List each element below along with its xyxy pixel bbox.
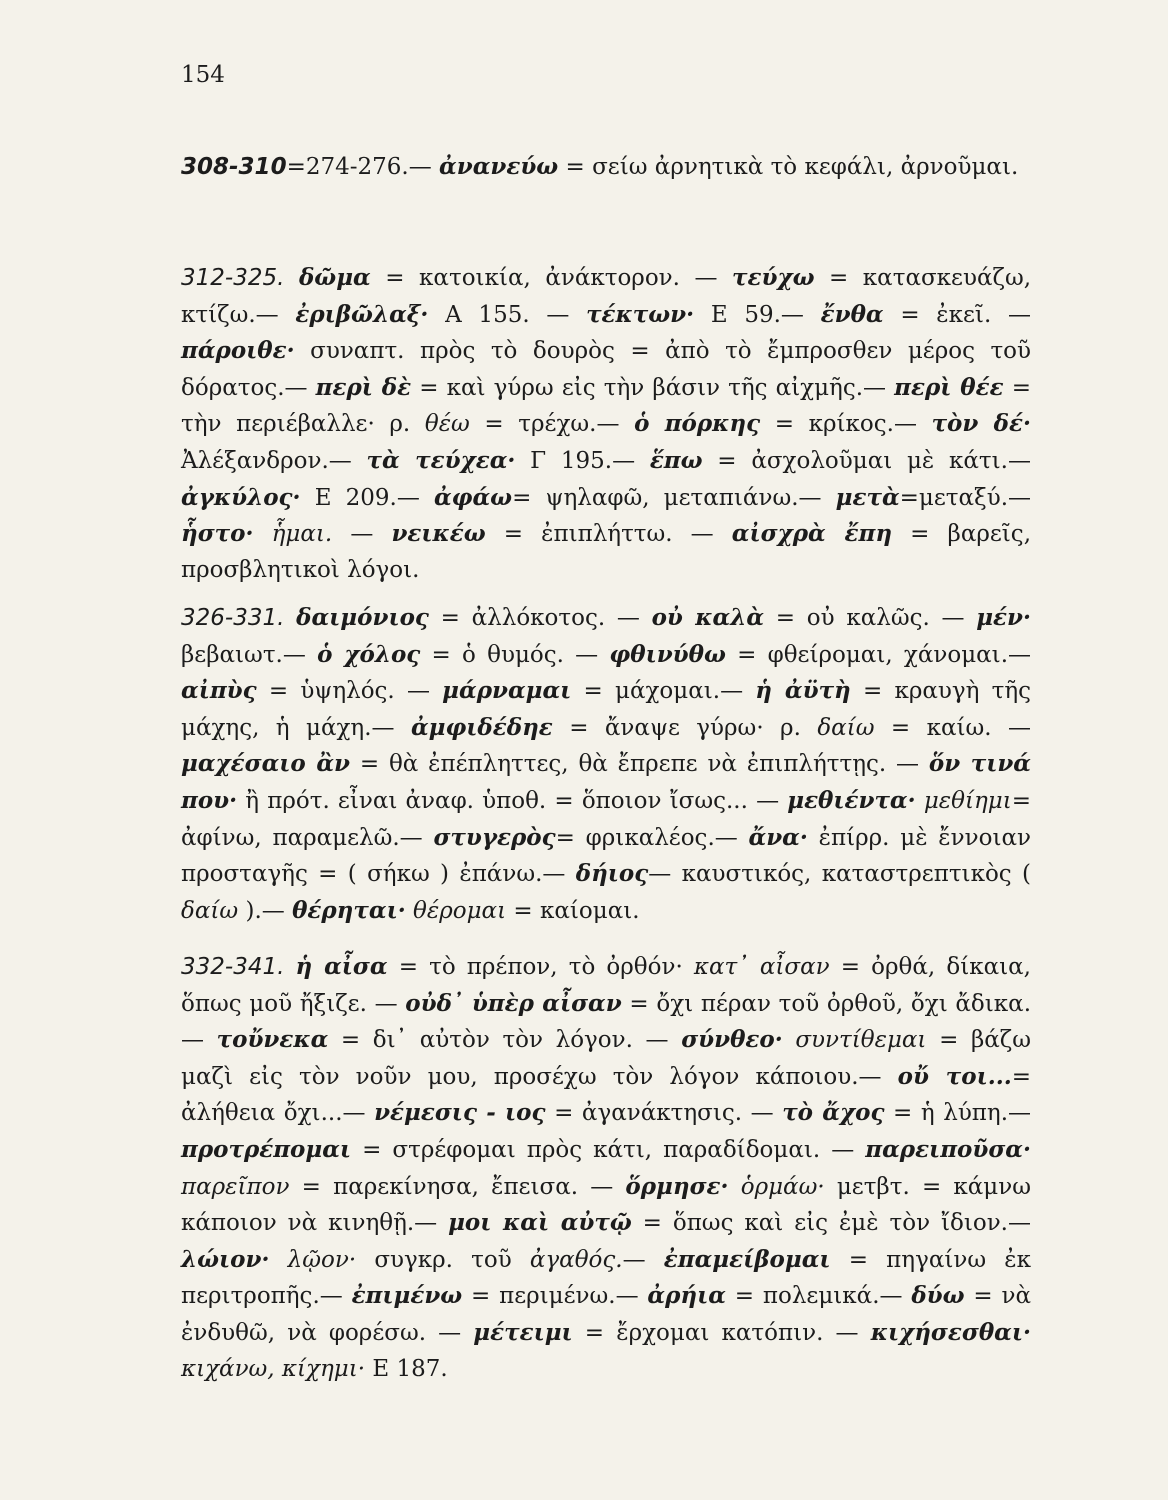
headword: τὸ ἄχος — [782, 1099, 885, 1127]
headword: ἀρήια — [647, 1282, 726, 1310]
italic-term: συντίθεμαι — [795, 1027, 927, 1054]
gloss-text: =274-276.— — [286, 154, 440, 180]
gloss-text: = φθείρομαι, χάνομαι.— — [725, 641, 1031, 668]
headword: ἐπαμείβομαι — [663, 1245, 831, 1273]
headword: τέκτων· — [586, 300, 695, 328]
gloss-text: = καὶ γύρω εἰς τὴν βάσιν τῆς αἰχμῆς.— — [411, 374, 895, 401]
headword: ἀμφιδέδηε — [410, 713, 553, 741]
headword: αἰσχρὰ ἔπη — [731, 520, 893, 548]
headword: ὅρμησε· — [625, 1172, 729, 1200]
gloss-text: = καίω. — — [874, 714, 1031, 741]
headword: μάρναμαι — [442, 677, 572, 705]
gloss-text — [254, 521, 272, 547]
gloss-text: = κατοικία, ἀνάκτορον. — — [370, 265, 733, 291]
gloss-text: = ἀλλόκοτος. — — [428, 605, 652, 631]
gloss-text: = τρέχω.— — [469, 411, 635, 438]
headword: σύνθεο· — [681, 1026, 783, 1054]
line-reference: 332-341. — [181, 954, 285, 980]
headword: κιχήσεσθαι· — [870, 1318, 1031, 1346]
gloss-text: συγκρ. τοῦ — [356, 1246, 530, 1273]
glossary-paragraph — [181, 949, 1031, 1387]
glossary-paragraph — [181, 260, 1031, 588]
headword: τὸν δέ· — [931, 410, 1031, 438]
gloss-text — [284, 954, 295, 980]
gloss-text: Ε 59.— — [694, 301, 821, 328]
gloss-text: = ἐκεῖ. — — [883, 301, 1031, 328]
gloss-text: = νὰ ἐνδυθῶ, νὰ φορέσω. — — [181, 1283, 1031, 1346]
headword: στυγερὸς — [433, 823, 556, 851]
gloss-text: ἢ πρότ. εἶναι ἀναφ. ὑποθ. = ὅποιον ἴσως... — — [237, 787, 788, 814]
line-reference: 312-325. — [181, 265, 285, 291]
gloss-text: = θὰ ἐπέπληττες, θὰ ἔπρεπε νὰ ἐπιπλήττῃς. — — [349, 751, 929, 778]
headword: ἀνανεύω — [439, 153, 559, 180]
headword: ἀγκύλος· — [181, 483, 301, 511]
gloss-text — [269, 1247, 287, 1273]
gloss-text: βεβαιωτ.— — [181, 641, 318, 668]
headword: λώιον· — [181, 1245, 270, 1273]
headword: θέρηται· — [292, 896, 406, 924]
headword: οὐ καλὰ — [651, 604, 765, 631]
headword: ὁ χόλος — [317, 640, 421, 668]
italic-term: δαίω — [181, 897, 239, 924]
italic-term: λῷον· — [287, 1246, 357, 1273]
gloss-text: = περιμένω.— — [462, 1283, 648, 1310]
headword: μεθιέντα· — [787, 786, 916, 814]
headword: νεικέω — [391, 520, 486, 548]
gloss-text: = καίομαι. — [506, 897, 640, 924]
gloss-text: — — [332, 521, 392, 548]
headword: παρειποῦσα· — [865, 1135, 1031, 1163]
gloss-text: = ὁ θυμός. — — [420, 641, 610, 668]
gloss-text: = ἀγανάκτησις. — — [545, 1100, 783, 1127]
italic-term: ἧμαι. — [271, 521, 333, 548]
headword: πάροιθε· — [181, 337, 295, 365]
italic-term: θέρομαι — [413, 897, 507, 924]
headword: ὅν τινά που· — [181, 750, 1031, 814]
headword: μοι καὶ αὐτῷ — [448, 1209, 632, 1237]
gloss-text: = κρίκος.— — [760, 411, 932, 438]
gloss-text: = τὸ πρέπον, τὸ ὀρθόν· — [387, 954, 694, 980]
gloss-text: = ἔρχομαι κατόπιν. — — [572, 1319, 871, 1346]
headword: νέμεσις - ιος — [374, 1099, 546, 1127]
headword: οὐδ᾽ ὑπὲρ αἶσαν — [405, 989, 622, 1017]
gloss-text: ἐπίρρ. μὲ ἔννοιαν προσταγῆς = ( σήκω ) ἐπάνω.— — [181, 824, 1031, 888]
headword: ἐριβῶλαξ· — [295, 300, 429, 328]
gloss-text: = ἐπιπλήττω. — — [485, 521, 732, 548]
gloss-text: συναπτ. πρὸς τὸ δουρὸς = ἀπὸ τὸ ἔμπροσθεν μέρος τοῦ δόρατος.— — [181, 338, 1031, 401]
gloss-text: = ἡ λύπη.— — [884, 1100, 1032, 1127]
headword: δῶμα — [298, 264, 371, 291]
gloss-text: = μάχομαι.— — [571, 678, 756, 705]
headword: αἰπὺς — [181, 677, 257, 705]
gloss-text: =μεταξύ.— — [899, 484, 1032, 511]
headword: δήιος — [575, 860, 649, 888]
headword: τοὔνεκα — [216, 1026, 329, 1054]
gloss-text: = ὅπως καὶ εἰς ἐμὲ τὸν ἴδιον.— — [631, 1210, 1031, 1237]
headword: περὶ δὲ — [315, 373, 412, 401]
gloss-text: ).— — [238, 897, 293, 924]
gloss-text — [284, 605, 296, 631]
italic-term: κιχάνω, κίχημι· — [181, 1355, 366, 1382]
headword: προτρέπομαι — [181, 1135, 352, 1163]
glossary-paragraph — [181, 600, 1031, 929]
headword: μέν· — [976, 604, 1031, 631]
headword: τὰ τεύχεα· — [366, 446, 516, 474]
gloss-text: = ἀφίνω, παραμελῶ.— — [181, 787, 1031, 851]
headword: ὁ πόρκης — [634, 410, 761, 438]
gloss-text: = στρέφομαι πρὸς κάτι, παραδίδομαι. — — [351, 1136, 866, 1163]
italic-term: ἀγαθός. — [529, 1246, 623, 1273]
italic-term: μεθίημι — [923, 787, 1012, 814]
gloss-text: = ἄναψε γύρω· ρ. — [552, 714, 818, 741]
gloss-text — [284, 265, 299, 291]
gloss-text: = πηγαίνω ἐκ περιτροπῆς.— — [181, 1246, 1032, 1310]
headword: ἐπιμένω — [351, 1282, 463, 1310]
gloss-text: = φρικαλέος.— — [555, 824, 749, 851]
line-reference: 308-310 — [181, 154, 287, 180]
headword: ἔνθα — [820, 300, 884, 328]
gloss-text: = κατασκευάζω, κτίζω.— — [181, 265, 1032, 328]
gloss-text: μετβτ. = κάμνω κάποιον νὰ κινηθῇ.— — [181, 1173, 1031, 1237]
gloss-text: Γ 195.— — [515, 447, 650, 474]
glossary-paragraph — [181, 149, 1031, 186]
headword: περὶ θέε — [894, 373, 1004, 401]
gloss-text: = ψηλαφῶ, μεταπιάνω.— — [512, 484, 836, 511]
gloss-text: = ἀσχολοῦμαι μὲ κάτι.— — [702, 447, 1031, 474]
gloss-text: = δι᾽ αὐτὸν τὸν λόγον. — — [328, 1027, 682, 1054]
gloss-text: = βάζω μαζὶ εἰς τὸν νοῦν μου, προσέχω τὸν λόγον κάποιου.— — [181, 1027, 1032, 1090]
headword: οὔ τοι... — [897, 1062, 1012, 1090]
italic-term: παρεῖπον — [181, 1173, 290, 1200]
headword: μέτειμι — [473, 1318, 573, 1346]
gloss-text — [783, 1027, 796, 1053]
gloss-text: = σείω ἀρνητικὰ τὸ κεφάλι, ἀρνοῦμαι. — [558, 154, 1019, 180]
gloss-text: — καυστικός, καταστρεπτικὸς ( — [648, 861, 1031, 888]
gloss-text: = ἀλήθεια ὄχι...— — [181, 1063, 1032, 1127]
headword: ἀφάω — [433, 483, 513, 511]
headword: μαχέσαιο ἂν — [181, 750, 350, 778]
gloss-text: = παρεκίνησα, ἔπεισα. — — [289, 1173, 626, 1200]
headword: δαιμόνιος — [296, 604, 429, 631]
gloss-text: = βαρεῖς, προσβλητικοὶ λόγοι. — [181, 521, 1032, 583]
headword: δύω — [911, 1282, 965, 1310]
gloss-text: = οὐ καλῶς. — — [764, 605, 977, 631]
gloss-text — [406, 898, 413, 924]
headword: ἕπω — [649, 446, 703, 474]
gloss-text: Α 155. — — [428, 301, 587, 328]
headword: ἡ ἀϋτὴ — [755, 677, 851, 705]
gloss-text: = πολεμικά.— — [725, 1283, 912, 1310]
gloss-text: = ὀρθά, δίκαια, ὅπως μοῦ ἤξιζε. — — [181, 954, 1031, 1017]
headword: ἡ αἶσα — [295, 953, 388, 980]
headword: φθινύθω — [609, 640, 726, 668]
gloss-text — [729, 1174, 741, 1200]
gloss-text: Ε 209.— — [300, 484, 434, 511]
headword: μετὰ — [835, 483, 900, 511]
gloss-text — [916, 788, 924, 814]
italic-term: ὁρμάω· — [740, 1173, 825, 1200]
gloss-text: = κραυγὴ τῆς μάχης, ἡ μάχη.— — [181, 678, 1031, 741]
gloss-text: — — [622, 1246, 664, 1273]
headword: τεύχω — [732, 264, 815, 291]
italic-term: κατ᾽ αἶσαν — [693, 954, 830, 980]
gloss-text: = ὄχι πέραν τοῦ ὀρθοῦ, ὄχι ἄδικα.— — [181, 990, 1032, 1054]
headword: ἄνα· — [748, 823, 808, 851]
line-reference: 326-331. — [181, 605, 285, 631]
headword: ἧστο· — [181, 520, 254, 548]
gloss-text: Ἀλέξανδρον.— — [181, 447, 367, 474]
page-number: 154 — [181, 62, 225, 88]
italic-term: θέω — [424, 411, 470, 438]
gloss-text: = τὴν περιέβαλλε· ρ. — [181, 374, 1031, 438]
italic-term: δαίω — [817, 714, 875, 741]
gloss-text: Ε 187. — [365, 1355, 448, 1382]
gloss-text: = ὑψηλός. — — [256, 678, 443, 705]
